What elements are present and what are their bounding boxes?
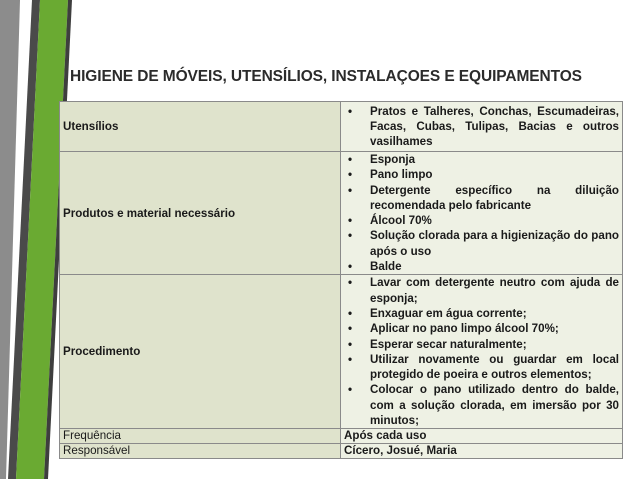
table-row-frequencia: [60, 429, 623, 444]
table-row: [60, 102, 623, 152]
list-item: • Esponja: [344, 152, 619, 167]
list-item: • Utilizar novamente ou guardar em local protegido de poeira e outros elementos;: [344, 352, 619, 383]
list-item: • Pratos e Talheres, Conchas, Escumadeiras, Facas, Cubas, Tulipas, Bacias e outros vasilhames: [344, 104, 619, 150]
list-item: • Enxaguar em água corrente;: [344, 306, 619, 321]
list-item: • Esperar secar naturalmente;: [344, 337, 619, 352]
list-item: • Balde: [344, 259, 619, 274]
row-label: Responsável: [60, 444, 341, 459]
row-label: Frequência: [60, 429, 341, 444]
list-item: • Pano limpo: [344, 167, 619, 182]
row-value: [341, 102, 623, 152]
hygiene-table: [59, 101, 623, 459]
list-item: • Lavar com detergente neutro com ajuda de esponja;: [344, 275, 619, 306]
list-item: • Álcool 70%: [344, 213, 619, 228]
table-row: [60, 152, 623, 275]
row-value: [341, 275, 623, 429]
list-item: • Solução clorada para a higienização do pano após o uso: [344, 228, 619, 259]
table-row-responsavel: [60, 444, 623, 459]
row-label: Utensílios: [60, 102, 341, 152]
row-label: Produtos e material necessário: [60, 152, 341, 275]
table-row: [60, 275, 623, 429]
row-value: Após cada uso: [341, 429, 623, 444]
row-value: [341, 152, 623, 275]
page-title: HIGIENE DE MÓVEIS, UTENSÍLIOS, INSTALAÇOES E EQUIPAMENTOS: [70, 68, 582, 85]
list-item: • Colocar o pano utilizado dentro do balde, com a solução clorada, em imersão por 30 minutos;: [344, 382, 619, 428]
list-item: • Aplicar no pano limpo álcool 70%;: [344, 321, 619, 336]
row-value: Cícero, Josué, Maria: [341, 444, 623, 459]
list-item: • Detergente específico na diluição recomendada pelo fabricante: [344, 183, 619, 214]
row-label: Procedimento: [60, 275, 341, 429]
